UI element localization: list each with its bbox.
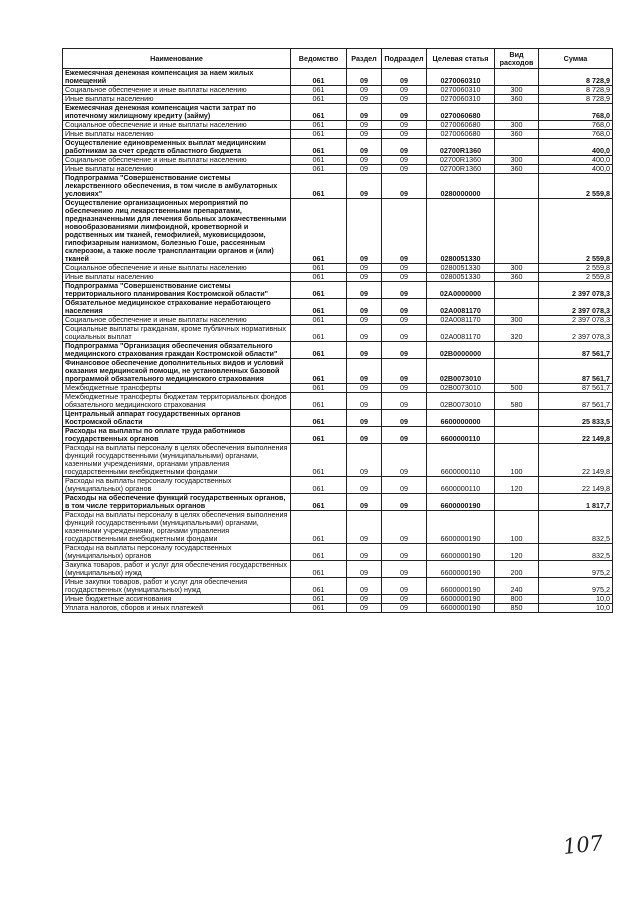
row-razdel: 09 bbox=[347, 174, 382, 199]
row-podrazdel: 09 bbox=[382, 595, 427, 604]
row-vedomstvo: 061 bbox=[291, 544, 347, 561]
row-podrazdel: 09 bbox=[382, 156, 427, 165]
row-target-article: 0270060680 bbox=[427, 121, 495, 130]
row-target-article: 0280000000 bbox=[427, 174, 495, 199]
table-row bbox=[63, 604, 613, 613]
row-podrazdel: 09 bbox=[382, 165, 427, 174]
row-sum: 2 559,8 bbox=[539, 199, 613, 264]
row-name: Обязательное медицинское страхование неработающего населения bbox=[63, 299, 291, 316]
row-podrazdel: 09 bbox=[382, 544, 427, 561]
row-podrazdel: 09 bbox=[382, 316, 427, 325]
row-vedomstvo: 061 bbox=[291, 578, 347, 595]
table-row bbox=[63, 86, 613, 95]
row-podrazdel: 09 bbox=[382, 384, 427, 393]
row-razdel: 09 bbox=[347, 139, 382, 156]
row-name: Расходы на обеспечение функций государственных органов, в том числе территориальных органов bbox=[63, 494, 291, 511]
row-name: Межбюджетные трансферты bbox=[63, 384, 291, 393]
row-target-article: 6600000190 bbox=[427, 511, 495, 544]
row-razdel: 09 bbox=[347, 199, 382, 264]
row-vedomstvo: 061 bbox=[291, 273, 347, 282]
row-razdel: 09 bbox=[347, 273, 382, 282]
table-row bbox=[63, 139, 613, 156]
row-vedomstvo: 061 bbox=[291, 299, 347, 316]
row-sum: 2 559,8 bbox=[539, 273, 613, 282]
table-row bbox=[63, 264, 613, 273]
row-razdel: 09 bbox=[347, 544, 382, 561]
row-podrazdel: 09 bbox=[382, 410, 427, 427]
row-expense-type: 360 bbox=[495, 165, 539, 174]
row-razdel: 09 bbox=[347, 316, 382, 325]
row-razdel: 09 bbox=[347, 325, 382, 342]
row-expense-type: 360 bbox=[495, 273, 539, 282]
row-name: Расходы на выплаты персоналу государственных (муниципальных) органов bbox=[63, 544, 291, 561]
row-vedomstvo: 061 bbox=[291, 604, 347, 613]
table-row bbox=[63, 477, 613, 494]
table-row bbox=[63, 494, 613, 511]
row-razdel: 09 bbox=[347, 511, 382, 544]
row-vedomstvo: 061 bbox=[291, 95, 347, 104]
row-target-article: 6600000190 bbox=[427, 604, 495, 613]
row-vedomstvo: 061 bbox=[291, 561, 347, 578]
row-podrazdel: 09 bbox=[382, 264, 427, 273]
row-name: Расходы на выплаты персоналу государственных (муниципальных) органов bbox=[63, 477, 291, 494]
row-target-article: 02B0073010 bbox=[427, 393, 495, 410]
row-target-article: 0280051330 bbox=[427, 199, 495, 264]
row-expense-type bbox=[495, 199, 539, 264]
row-podrazdel: 09 bbox=[382, 282, 427, 299]
row-expense-type: 500 bbox=[495, 384, 539, 393]
row-razdel: 09 bbox=[347, 494, 382, 511]
row-expense-type: 300 bbox=[495, 316, 539, 325]
row-podrazdel: 09 bbox=[382, 121, 427, 130]
row-expense-type bbox=[495, 174, 539, 199]
budget-table bbox=[62, 48, 613, 613]
row-target-article: 6600000110 bbox=[427, 477, 495, 494]
row-podrazdel: 09 bbox=[382, 104, 427, 121]
row-expense-type: 360 bbox=[495, 95, 539, 104]
row-podrazdel: 09 bbox=[382, 199, 427, 264]
table-row bbox=[63, 578, 613, 595]
header-vedomstvo: Ведомство bbox=[291, 49, 347, 69]
row-sum: 768,0 bbox=[539, 130, 613, 139]
row-name: Уплата налогов, сборов и иных платежей bbox=[63, 604, 291, 613]
row-sum: 10,0 bbox=[539, 604, 613, 613]
row-podrazdel: 09 bbox=[382, 342, 427, 359]
table-row bbox=[63, 595, 613, 604]
row-vedomstvo: 061 bbox=[291, 86, 347, 95]
row-expense-type bbox=[495, 139, 539, 156]
row-target-article: 6600000190 bbox=[427, 494, 495, 511]
row-name: Социальное обеспечение и иные выплаты населению bbox=[63, 264, 291, 273]
row-expense-type: 320 bbox=[495, 325, 539, 342]
row-podrazdel: 09 bbox=[382, 273, 427, 282]
row-razdel: 09 bbox=[347, 299, 382, 316]
table-header bbox=[63, 49, 613, 69]
row-name: Расходы на выплаты персоналу в целях обеспечения выполнения функций государственными (муниципальными) органами, казенными учреждениями, органами управления государственными внебюджетными фондами bbox=[63, 511, 291, 544]
row-vedomstvo: 061 bbox=[291, 104, 347, 121]
row-sum: 2 559,8 bbox=[539, 264, 613, 273]
row-vedomstvo: 061 bbox=[291, 121, 347, 130]
table-row bbox=[63, 104, 613, 121]
row-razdel: 09 bbox=[347, 427, 382, 444]
row-expense-type bbox=[495, 299, 539, 316]
row-target-article: 02A0081170 bbox=[427, 325, 495, 342]
row-sum: 2 397 078,3 bbox=[539, 316, 613, 325]
row-sum: 400,0 bbox=[539, 139, 613, 156]
row-podrazdel: 09 bbox=[382, 95, 427, 104]
row-name: Социальное обеспечение и иные выплаты населению bbox=[63, 316, 291, 325]
row-expense-type: 100 bbox=[495, 511, 539, 544]
row-sum: 8 728,9 bbox=[539, 69, 613, 86]
row-target-article: 02700R1360 bbox=[427, 139, 495, 156]
table-row bbox=[63, 410, 613, 427]
table-row bbox=[63, 359, 613, 384]
row-razdel: 09 bbox=[347, 165, 382, 174]
table-row bbox=[63, 544, 613, 561]
header-sum: Сумма bbox=[539, 49, 613, 69]
row-vedomstvo: 061 bbox=[291, 410, 347, 427]
row-razdel: 09 bbox=[347, 604, 382, 613]
table-row bbox=[63, 316, 613, 325]
row-name: Подпрограмма "Совершенствование системы лекарственного обеспечения, в том числе в амбулаторных условиях" bbox=[63, 174, 291, 199]
row-sum: 8 728,9 bbox=[539, 95, 613, 104]
row-expense-type: 360 bbox=[495, 130, 539, 139]
row-expense-type bbox=[495, 282, 539, 299]
row-razdel: 09 bbox=[347, 393, 382, 410]
row-vedomstvo: 061 bbox=[291, 165, 347, 174]
row-razdel: 09 bbox=[347, 156, 382, 165]
row-podrazdel: 09 bbox=[382, 427, 427, 444]
row-sum: 2 397 078,3 bbox=[539, 325, 613, 342]
row-sum: 768,0 bbox=[539, 121, 613, 130]
row-sum: 768,0 bbox=[539, 104, 613, 121]
header-name: Наименование bbox=[63, 49, 291, 69]
row-podrazdel: 09 bbox=[382, 86, 427, 95]
row-name: Центральный аппарат государственных органов Костромской области bbox=[63, 410, 291, 427]
row-name: Иные выплаты населению bbox=[63, 130, 291, 139]
row-podrazdel: 09 bbox=[382, 325, 427, 342]
row-razdel: 09 bbox=[347, 477, 382, 494]
table-row bbox=[63, 282, 613, 299]
header-target-article: Целевая статья bbox=[427, 49, 495, 69]
row-target-article: 6600000190 bbox=[427, 544, 495, 561]
row-razdel: 09 bbox=[347, 384, 382, 393]
table-row bbox=[63, 299, 613, 316]
row-vedomstvo: 061 bbox=[291, 393, 347, 410]
row-razdel: 09 bbox=[347, 561, 382, 578]
table-row bbox=[63, 342, 613, 359]
row-target-article: 0270060310 bbox=[427, 69, 495, 86]
row-expense-type bbox=[495, 104, 539, 121]
row-target-article: 0270060680 bbox=[427, 104, 495, 121]
row-sum: 87 561,7 bbox=[539, 342, 613, 359]
row-podrazdel: 09 bbox=[382, 393, 427, 410]
row-sum: 400,0 bbox=[539, 156, 613, 165]
row-name: Социальное обеспечение и иные выплаты населению bbox=[63, 121, 291, 130]
table-row bbox=[63, 69, 613, 86]
row-sum: 832,5 bbox=[539, 511, 613, 544]
row-expense-type bbox=[495, 427, 539, 444]
row-sum: 1 817,7 bbox=[539, 494, 613, 511]
header-expense-type: Вид расходов bbox=[495, 49, 539, 69]
row-razdel: 09 bbox=[347, 444, 382, 477]
row-name: Ежемесячная денежная компенсация за наем жилых помещений bbox=[63, 69, 291, 86]
row-name: Закупка товаров, работ и услуг для обеспечения государственных (муниципальных) нужд bbox=[63, 561, 291, 578]
row-sum: 87 561,7 bbox=[539, 384, 613, 393]
row-name: Расходы на выплаты персоналу в целях обеспечения выполнения функций государственными (муниципальными) органами, казенными учреждениями, органами управления государственными внебюджетными фондами bbox=[63, 444, 291, 477]
row-expense-type bbox=[495, 69, 539, 86]
table-body bbox=[63, 69, 613, 613]
row-podrazdel: 09 bbox=[382, 139, 427, 156]
row-podrazdel: 09 bbox=[382, 561, 427, 578]
row-podrazdel: 09 bbox=[382, 511, 427, 544]
row-sum: 8 728,9 bbox=[539, 86, 613, 95]
row-target-article: 02A0081170 bbox=[427, 316, 495, 325]
row-sum: 25 833,5 bbox=[539, 410, 613, 427]
row-target-article: 02B0000000 bbox=[427, 342, 495, 359]
row-name: Иные бюджетные ассигнования bbox=[63, 595, 291, 604]
row-podrazdel: 09 bbox=[382, 130, 427, 139]
row-razdel: 09 bbox=[347, 410, 382, 427]
table-row bbox=[63, 121, 613, 130]
row-podrazdel: 09 bbox=[382, 69, 427, 86]
row-sum: 975,2 bbox=[539, 578, 613, 595]
row-podrazdel: 09 bbox=[382, 494, 427, 511]
row-vedomstvo: 061 bbox=[291, 427, 347, 444]
row-razdel: 09 bbox=[347, 69, 382, 86]
row-name: Иные выплаты населению bbox=[63, 273, 291, 282]
row-sum: 975,2 bbox=[539, 561, 613, 578]
row-target-article: 0270060680 bbox=[427, 130, 495, 139]
row-expense-type bbox=[495, 342, 539, 359]
row-name: Осуществление единовременных выплат медицинским работникам за счет средств областного бюджета bbox=[63, 139, 291, 156]
row-razdel: 09 bbox=[347, 121, 382, 130]
row-expense-type: 300 bbox=[495, 86, 539, 95]
row-sum: 22 149,8 bbox=[539, 477, 613, 494]
row-sum: 832,5 bbox=[539, 544, 613, 561]
row-vedomstvo: 061 bbox=[291, 174, 347, 199]
row-target-article: 02700R1360 bbox=[427, 156, 495, 165]
row-name: Социальное обеспечение и иные выплаты населению bbox=[63, 156, 291, 165]
row-vedomstvo: 061 bbox=[291, 444, 347, 477]
table-row bbox=[63, 130, 613, 139]
row-podrazdel: 09 bbox=[382, 359, 427, 384]
row-podrazdel: 09 bbox=[382, 174, 427, 199]
header-row bbox=[63, 49, 613, 69]
row-expense-type: 850 bbox=[495, 604, 539, 613]
row-expense-type: 200 bbox=[495, 561, 539, 578]
row-target-article: 02700R1360 bbox=[427, 165, 495, 174]
row-expense-type: 240 bbox=[495, 578, 539, 595]
row-name: Иные закупки товаров, работ и услуг для обеспечения государственных (муниципальных) нужд bbox=[63, 578, 291, 595]
row-name: Межбюджетные трансферты бюджетам территориальных фондов обязательного медицинского страхования bbox=[63, 393, 291, 410]
row-podrazdel: 09 bbox=[382, 477, 427, 494]
row-sum: 2 397 078,3 bbox=[539, 299, 613, 316]
row-sum: 2 397 078,3 bbox=[539, 282, 613, 299]
row-name: Иные выплаты населению bbox=[63, 165, 291, 174]
row-razdel: 09 bbox=[347, 95, 382, 104]
row-expense-type: 800 bbox=[495, 595, 539, 604]
row-target-article: 0270060310 bbox=[427, 95, 495, 104]
row-sum: 87 561,7 bbox=[539, 393, 613, 410]
row-vedomstvo: 061 bbox=[291, 282, 347, 299]
table-row bbox=[63, 325, 613, 342]
row-sum: 400,0 bbox=[539, 165, 613, 174]
row-target-article: 6600000110 bbox=[427, 444, 495, 477]
table-row bbox=[63, 165, 613, 174]
row-name: Социальные выплаты гражданам, кроме публичных нормативных социальных выплат bbox=[63, 325, 291, 342]
row-target-article: 6600000190 bbox=[427, 561, 495, 578]
row-name: Ежемесячная денежная компенсация части затрат по ипотечному жилищному кредиту (займу) bbox=[63, 104, 291, 121]
row-vedomstvo: 061 bbox=[291, 69, 347, 86]
header-podrazdel: Подраздел bbox=[382, 49, 427, 69]
handwritten-page-number: 107 bbox=[561, 830, 605, 860]
row-sum: 2 559,8 bbox=[539, 174, 613, 199]
row-target-article: 0280051330 bbox=[427, 273, 495, 282]
row-expense-type bbox=[495, 494, 539, 511]
row-target-article: 02B0073010 bbox=[427, 359, 495, 384]
row-name: Иные выплаты населению bbox=[63, 95, 291, 104]
row-podrazdel: 09 bbox=[382, 299, 427, 316]
table-row bbox=[63, 444, 613, 477]
row-razdel: 09 bbox=[347, 86, 382, 95]
row-name: Расходы на выплаты по оплате труда работников государственных органов bbox=[63, 427, 291, 444]
row-target-article: 6600000190 bbox=[427, 595, 495, 604]
row-target-article: 6600000110 bbox=[427, 427, 495, 444]
row-vedomstvo: 061 bbox=[291, 325, 347, 342]
row-vedomstvo: 061 bbox=[291, 199, 347, 264]
row-vedomstvo: 061 bbox=[291, 384, 347, 393]
row-name: Социальное обеспечение и иные выплаты населению bbox=[63, 86, 291, 95]
row-razdel: 09 bbox=[347, 578, 382, 595]
row-expense-type: 120 bbox=[495, 544, 539, 561]
row-target-article: 6600000000 bbox=[427, 410, 495, 427]
row-vedomstvo: 061 bbox=[291, 342, 347, 359]
row-target-article: 02A0081170 bbox=[427, 299, 495, 316]
row-target-article: 0270060310 bbox=[427, 86, 495, 95]
row-expense-type: 300 bbox=[495, 156, 539, 165]
row-vedomstvo: 061 bbox=[291, 477, 347, 494]
table-row bbox=[63, 174, 613, 199]
row-name: Подпрограмма "Совершенствование системы территориального планирования Костромской области" bbox=[63, 282, 291, 299]
row-expense-type bbox=[495, 359, 539, 384]
row-expense-type: 100 bbox=[495, 444, 539, 477]
row-sum: 87 561,7 bbox=[539, 359, 613, 384]
table-row bbox=[63, 95, 613, 104]
table-row bbox=[63, 199, 613, 264]
row-razdel: 09 bbox=[347, 359, 382, 384]
row-vedomstvo: 061 bbox=[291, 264, 347, 273]
table-row bbox=[63, 273, 613, 282]
row-expense-type: 300 bbox=[495, 264, 539, 273]
row-target-article: 6600000190 bbox=[427, 578, 495, 595]
row-razdel: 09 bbox=[347, 264, 382, 273]
row-target-article: 02A0000000 bbox=[427, 282, 495, 299]
row-expense-type: 580 bbox=[495, 393, 539, 410]
row-vedomstvo: 061 bbox=[291, 130, 347, 139]
row-vedomstvo: 061 bbox=[291, 595, 347, 604]
row-podrazdel: 09 bbox=[382, 578, 427, 595]
row-name: Финансовое обеспечение дополнительных видов и условий оказания медицинской помощи, не установленных базовой программой обязательного медицинского страхования bbox=[63, 359, 291, 384]
row-target-article: 0280051330 bbox=[427, 264, 495, 273]
row-expense-type: 300 bbox=[495, 121, 539, 130]
table-row bbox=[63, 384, 613, 393]
table-row bbox=[63, 561, 613, 578]
row-vedomstvo: 061 bbox=[291, 139, 347, 156]
row-razdel: 09 bbox=[347, 130, 382, 139]
row-vedomstvo: 061 bbox=[291, 511, 347, 544]
row-sum: 22 149,8 bbox=[539, 444, 613, 477]
row-sum: 10,0 bbox=[539, 595, 613, 604]
row-expense-type bbox=[495, 410, 539, 427]
row-podrazdel: 09 bbox=[382, 444, 427, 477]
row-podrazdel: 09 bbox=[382, 604, 427, 613]
header-razdel: Раздел bbox=[347, 49, 382, 69]
table-row bbox=[63, 393, 613, 410]
row-vedomstvo: 061 bbox=[291, 316, 347, 325]
row-sum: 22 149,8 bbox=[539, 427, 613, 444]
row-expense-type: 120 bbox=[495, 477, 539, 494]
table-row bbox=[63, 511, 613, 544]
row-razdel: 09 bbox=[347, 282, 382, 299]
row-razdel: 09 bbox=[347, 595, 382, 604]
table-row bbox=[63, 427, 613, 444]
row-vedomstvo: 061 bbox=[291, 494, 347, 511]
row-name: Осуществление организационных мероприятий по обеспечению лиц лекарственными препаратами, предназначенными для лечения больных злокачественными новообразованиями лимфоидной, кроветворной и родственных им тканей, гемофилией, муковисцидозом, гипофизарным нанизмом, болезнью Гоше, рассеянным склерозом, а также после трансплантации органов и (или) тканей bbox=[63, 199, 291, 264]
row-vedomstvo: 061 bbox=[291, 359, 347, 384]
row-razdel: 09 bbox=[347, 104, 382, 121]
row-name: Подпрограмма "Организация обеспечения обязательного медицинского страхования граждан Костромской области" bbox=[63, 342, 291, 359]
table-row bbox=[63, 156, 613, 165]
row-vedomstvo: 061 bbox=[291, 156, 347, 165]
row-target-article: 02B0073010 bbox=[427, 384, 495, 393]
row-razdel: 09 bbox=[347, 342, 382, 359]
